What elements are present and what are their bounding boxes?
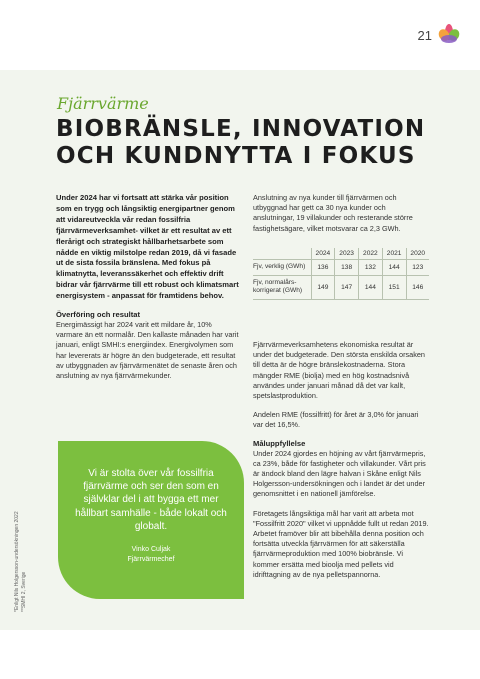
table-header-year: 2024	[311, 248, 335, 260]
table-cell: 144	[359, 275, 383, 299]
table-header-empty	[253, 248, 311, 260]
table-row-label: Fjv, verklig (GWh)	[253, 259, 311, 275]
energy-table	[253, 248, 429, 300]
section-body-transfer: Energimässigt har 2024 varit ett mildare år, 10% varmare än ett normalår. Den kallaste månaden har varit januari, enligt SMHI:s energiindex. Energivolymen som har levererats är högre än den budgeterade, ett resultat av utbyggnaden av fjärrvärmenätet de senaste åren och anslutning av nya fjärrvärmekunder.	[56, 320, 239, 381]
quote-author	[70, 545, 232, 564]
section-title-goals: Måluppfyllelse	[253, 438, 306, 448]
table-cell: 123	[406, 259, 429, 275]
table-cell: 146	[406, 275, 429, 299]
page-number: 21	[417, 28, 432, 43]
section-kicker: Fjärrvärme	[57, 94, 149, 113]
quote-author-name: Vinko Culjak	[131, 546, 171, 554]
goals-paragraph: Under 2024 gjordes en höjning av vårt fjärrvärmepris, ca 23%, både för fastigheter och villakunder. Vårt pris är ändock bland den lägre halvan i Skåne enligt Nils Holgersson-undersökningen och i landet är det under genomsnittet i en nationell jämförelse.	[253, 448, 426, 499]
table-row	[253, 259, 429, 275]
quote-author-title: Fjärrvärmechef	[127, 555, 175, 563]
page-footer	[0, 630, 480, 679]
rme-share-paragraph: Andelen RME (fossilfritt) för året är 3,0% för januari var det 16,5%.	[253, 410, 419, 430]
table-cell: 138	[335, 259, 359, 275]
right-column	[253, 193, 429, 580]
quote-text: Vi är stolta över vår fossilfria fjärrvärme och ser den som en självklar del i att bygga ett mer hållbart samhälle - både lokalt och globalt.	[75, 468, 227, 532]
table-header-year: 2022	[359, 248, 383, 260]
page-header	[0, 0, 480, 70]
table-header-year: 2021	[382, 248, 406, 260]
lotus-logo-icon	[438, 24, 460, 44]
quote-box	[58, 441, 244, 599]
table-row-label: Fjv, normalårs-korrigerat (GWh)	[253, 275, 311, 299]
table-cell: 144	[382, 259, 406, 275]
table-header-year: 2023	[335, 248, 359, 260]
headline-line-2: OCH KUNDNYTTA I FOKUS	[56, 143, 416, 169]
table-cell: 136	[311, 259, 335, 275]
lead-paragraph: Under 2024 har vi fortsatt att stärka vår position som en trygg och långsiktig energipartner genom att vidareutveckla vår redan fossilfria fjärrvärmeverksamhet- vilket är ett resultat av ett flerårigt och strategiskt hållbarhetsarbete som nådde en viktig milstolpe redan 2019, då vi fasade ut de sista fossila bränslena. Med fokus på klimatnytta, leveranssäkerhet och effektiv drift bidrar vår fjärrvärme till ett robust och klimatsmart energisystem - anpassat för framtidens behov.	[56, 193, 239, 301]
table-cell: 149	[311, 275, 335, 299]
page-headline	[56, 116, 436, 170]
left-column	[56, 193, 240, 381]
side-footnote	[14, 511, 27, 612]
intro-paragraph: Anslutning av nya kunder till fjärrvärmen och utbyggnad har gett ca 30 nya kunder och anslutningar, 19 villakunder och resterande större fastighetsägare, vilket motsvarar ca 2,3 GWh.	[253, 193, 413, 233]
section-title-transfer: Överföring och resultat	[56, 310, 140, 320]
footnote-line-1: *Enligt Nils Holgersson-undersökningen 2022	[14, 511, 20, 612]
longterm-paragraph: Företagets långsiktiga mål har varit att arbeta mot "Fossilfritt 2020" vilket vi uppnådde fullt ut redan 2019. Arbetet framöver blir att bibehålla denna position och fortsätta utveckla fjärrvärmen för att säkerställa fjärrvärmeproduktion med 100% biobränsle. Vi kommer ersätta med bioolja med pellets vid idrifttagning av de nya pelletspannorna.	[253, 508, 429, 579]
table-cell: 151	[382, 275, 406, 299]
table-header-row	[253, 248, 429, 260]
table-row	[253, 275, 429, 299]
table-cell: 132	[359, 259, 383, 275]
table-cell: 147	[335, 275, 359, 299]
economy-paragraph: Fjärrvärmeverksamhetens ekonomiska resultat är under det budgeterade. Den största enskilda orsaken till detta är de högre bränslekostnaderna. Stora mängder RME (biolja) med en hög kostnadsnivå användes under januari månad då det var kallt, spetslastproduktion.	[253, 340, 425, 401]
headline-line-1: BIOBRÄNSLE, INNOVATION	[56, 116, 426, 142]
footnote-line-2: **SMHI 2, Sverige	[20, 571, 27, 612]
table-header-year: 2020	[406, 248, 429, 260]
